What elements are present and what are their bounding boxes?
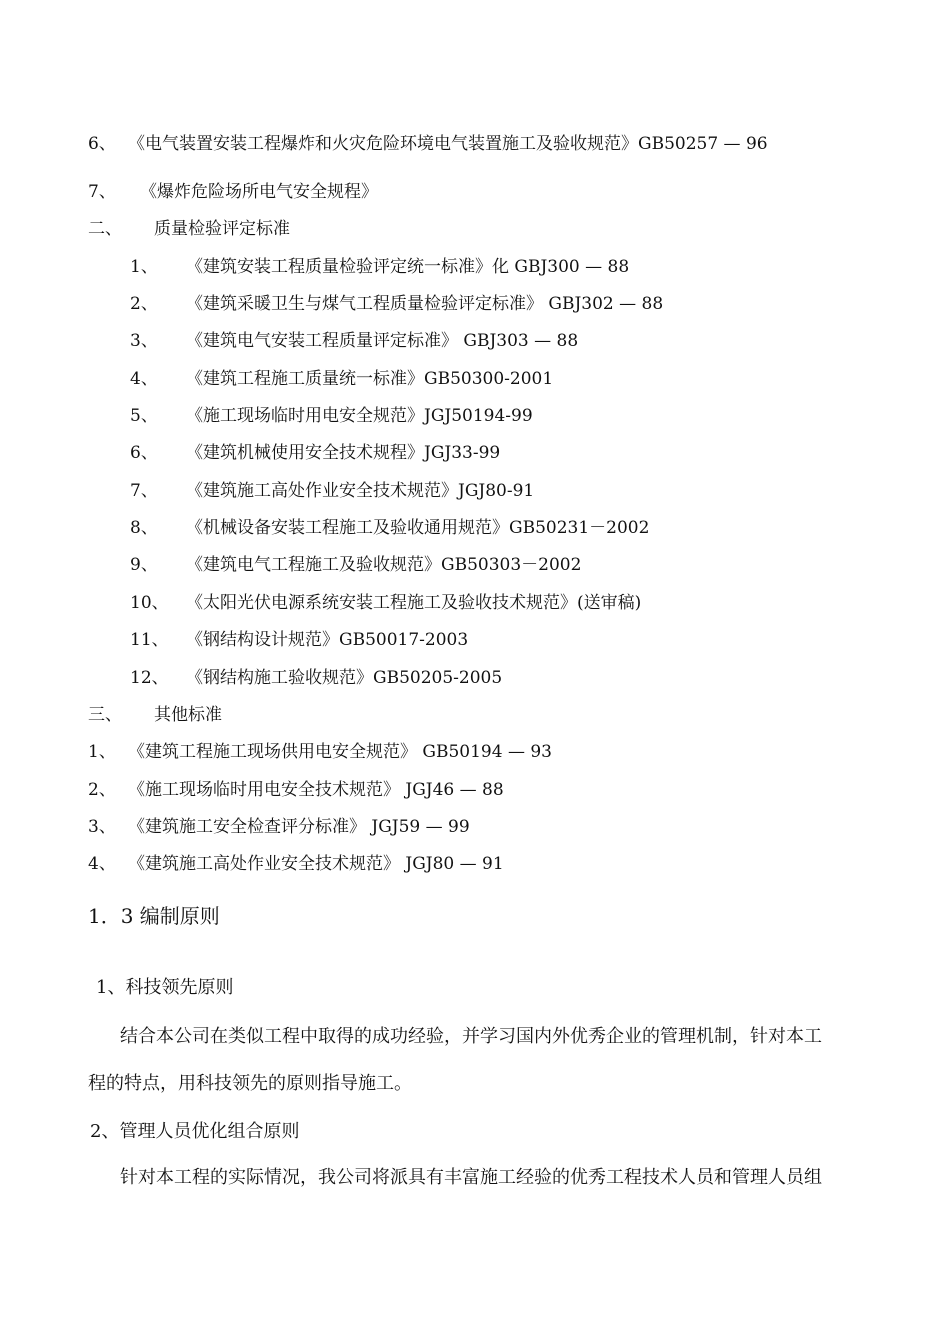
item-number: 9、 — [130, 555, 158, 575]
section-title: 质量检验评定标准 — [154, 219, 290, 239]
item-text: 《建筑工程施工质量统一标准》GB50300-2001 — [186, 369, 554, 389]
list-item — [0, 816, 950, 840]
item-number: 5、 — [130, 406, 158, 426]
item-number: 10、 — [130, 593, 169, 613]
item-text: 《机械设备安装工程施工及验收通用规范》GB50231－2002 — [186, 518, 650, 538]
list-item — [0, 592, 950, 616]
list-item — [0, 330, 950, 354]
item-number: 12、 — [130, 668, 169, 688]
list-item — [0, 853, 950, 877]
section-number: 二、 — [88, 219, 122, 239]
item-number: 7、 — [130, 481, 158, 501]
standard-item-6 — [0, 133, 950, 157]
item-number: 1、 — [88, 742, 116, 762]
section-number: 三、 — [88, 705, 122, 725]
item-number: 3、 — [88, 817, 116, 837]
item-number: 1、 — [130, 257, 158, 277]
item-text: 《建筑工程施工现场供用电安全规范》 GB50194 — 93 — [128, 742, 552, 762]
item-text: 《施工现场临时用电安全规范》JGJ50194-99 — [186, 406, 533, 426]
item-text: 《太阳光伏电源系统安装工程施工及验收技术规范》(送审稿) — [186, 593, 642, 613]
item-text: 《建筑施工高处作业安全技术规范》JGJ80-91 — [186, 481, 535, 501]
item-text: 《施工现场临时用电安全技术规范》 JGJ46 — 88 — [128, 780, 504, 800]
paragraph-line: 结合本公司在类似工程中取得的成功经验，并学习国内外优秀企业的管理机制，针对本工 — [120, 1026, 822, 1047]
item-text: 《建筑施工高处作业安全技术规范》 JGJ80 — 91 — [128, 854, 504, 874]
item-text: 《钢结构设计规范》GB50017-2003 — [186, 630, 469, 650]
list-item — [0, 779, 950, 803]
list-item — [0, 442, 950, 466]
section-title: 其他标准 — [154, 705, 222, 725]
item-text: 《建筑采暖卫生与煤气工程质量检验评定标准》 GBJ302 — 88 — [186, 294, 664, 314]
list-item — [0, 629, 950, 653]
item-number: 3、 — [130, 331, 158, 351]
item-text: 《建筑施工安全检查评分标准》 JGJ59 — 99 — [128, 817, 470, 837]
item-text: 《钢结构施工验收规范》GB50205-2005 — [186, 668, 503, 688]
standard-item-7 — [0, 181, 950, 205]
paragraph-line: 针对本工程的实际情况，我公司将派具有丰富施工经验的优秀工程技术人员和管理人员组 — [120, 1167, 822, 1188]
item-number: 2、 — [88, 780, 116, 800]
list-item — [0, 517, 950, 541]
list-item — [0, 554, 950, 578]
item-text: 《建筑机械使用安全技术规程》JGJ33-99 — [186, 443, 501, 463]
item-text: 《电气装置安装工程爆炸和火灾危险环境电气装置施工及验收规范》GB50257 — 96 — [128, 134, 768, 154]
section-heading-3 — [0, 704, 950, 728]
item-number: 6、 — [88, 134, 116, 154]
item-number: 8、 — [130, 518, 158, 538]
item-number: 4、 — [88, 854, 116, 874]
item-number: 2、 — [130, 294, 158, 314]
item-number: 6、 — [130, 443, 158, 463]
list-item — [0, 293, 950, 317]
principle-title: 1、科技领先原则 — [96, 977, 234, 998]
principle-title: 2、管理人员优化组合原则 — [90, 1121, 300, 1142]
list-item — [0, 480, 950, 504]
subsection-heading: 1．3 编制原则 — [88, 904, 220, 928]
paragraph-line: 程的特点，用科技领先的原则指导施工。 — [88, 1073, 412, 1094]
list-item — [0, 741, 950, 765]
item-text: 《建筑安装工程质量检验评定统一标准》化 GBJ300 — 88 — [186, 257, 630, 277]
section-heading-2 — [0, 218, 950, 242]
item-text: 《爆炸危险场所电气安全规程》 — [140, 182, 378, 202]
list-item — [0, 405, 950, 429]
item-number: 4、 — [130, 369, 158, 389]
item-number: 7、 — [88, 182, 116, 202]
list-item — [0, 256, 950, 280]
item-text: 《建筑电气工程施工及验收规范》GB50303－2002 — [186, 555, 582, 575]
list-item — [0, 667, 950, 691]
item-number: 11、 — [130, 630, 169, 650]
list-item — [0, 368, 950, 392]
item-text: 《建筑电气安装工程质量评定标准》 GBJ303 — 88 — [186, 331, 579, 351]
